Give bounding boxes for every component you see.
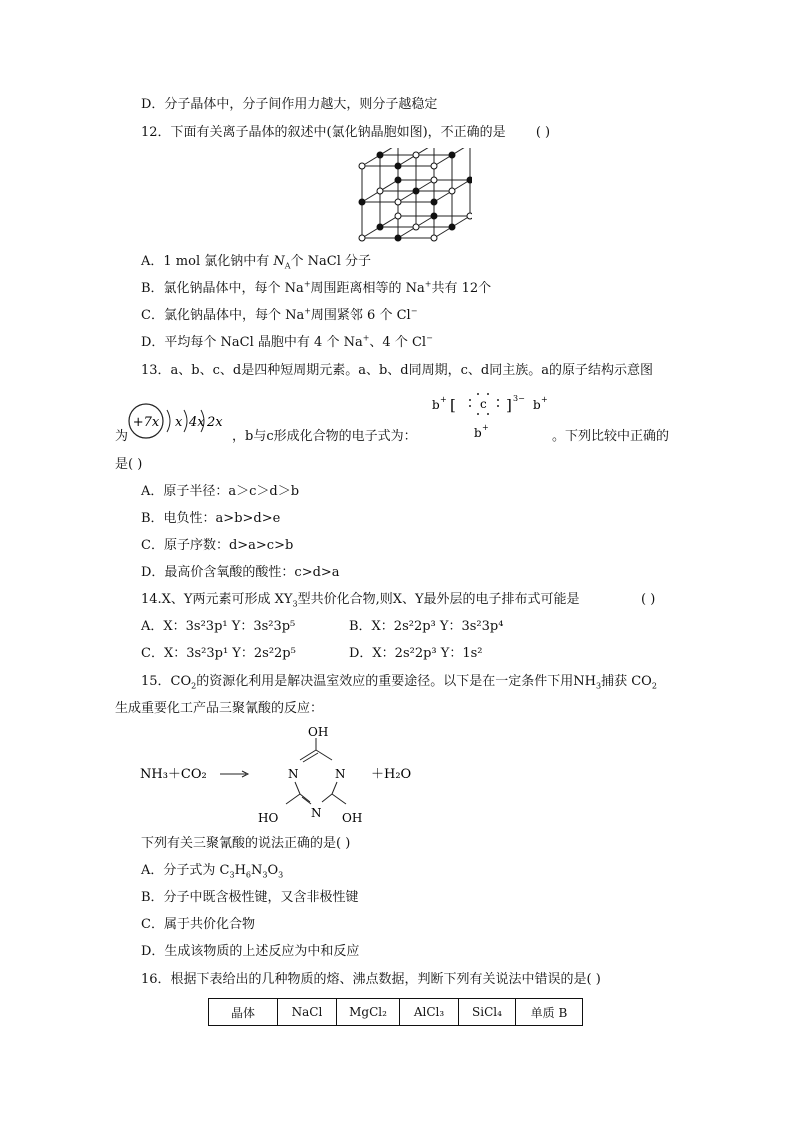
q15-a-s3: 3 (262, 870, 268, 880)
q15-a-s4: 3 (278, 870, 284, 880)
ef-cation-3-charge: + (482, 423, 489, 432)
q15-a-s1: 3 (229, 870, 235, 880)
shell-arc-2 (184, 410, 187, 432)
ion-dark (395, 163, 401, 169)
q12-option-a (141, 253, 371, 271)
ion-light (359, 235, 365, 241)
q15-stem-text: 15．CO (141, 674, 192, 689)
shell-3-electrons: 2x (207, 415, 223, 430)
q14-stem-text: 14.X、Y两元素可形成 XY (141, 592, 293, 607)
q13-stem: 13．a、b、c、d是四种短周期元素。a、b、d同周期，c、d同主族。a的原子结构示意图 (141, 363, 653, 378)
q14-stem-subscript: 3 (292, 599, 298, 609)
q12-d-charge-1: + (362, 333, 370, 343)
properties-table (208, 998, 583, 1026)
ef-cation-1-charge: + (440, 395, 447, 404)
q11-option-d: D．分子晶体中，分子间作用力越大，则分子越稳定 (141, 97, 438, 112)
q12-option-a-tail: 个 NaCl 分子 (290, 254, 372, 269)
q14-stem-tail: 型共价化合物,则X、Y最外层的电子排布式可能是 (297, 592, 580, 607)
q14-option-a: A．X：3s²3p¹ Y：3s²3p⁵ (141, 619, 296, 634)
q16-stem: 16．根据下表给出的几种物质的熔、沸点数据，判断下列有关说法中错误的是( ) (141, 972, 601, 987)
q13-option-c: C．原子序数：d>a>c>b (141, 538, 294, 553)
q15-question: 下列有关三聚氰酸的说法正确的是( ) (141, 836, 351, 851)
avogadro-subscript: A (284, 261, 291, 271)
ion-dark (395, 177, 401, 183)
ef-cation-2: b (533, 398, 541, 412)
ion-light (413, 152, 419, 158)
avogadro-symbol: N (273, 254, 285, 269)
oh-top: OH (308, 725, 329, 739)
q15-stem-mid: 的资源化利用是解决温室效应的重要途径。以下是在一定条件下用NH (196, 674, 596, 689)
ion-light (413, 224, 419, 230)
q15-stem-mid2: 捕获 CO (601, 674, 652, 689)
q15-a-n: N (251, 863, 263, 878)
q14-stem (141, 591, 580, 609)
table-header-row (209, 999, 583, 1026)
ion-light (395, 199, 401, 205)
table-header-cell: MgCl₂ (337, 999, 400, 1026)
ion-dark (449, 152, 455, 158)
table-header-cell: 单质 B (516, 999, 583, 1026)
ef-cation-1: b (432, 398, 440, 412)
q12-option-b-text: B．氯化钠晶体中，每个 Na (141, 281, 304, 296)
ion-dark (377, 152, 383, 158)
q15-option-a-text: A．分子式为 C (141, 863, 230, 878)
q15-line2: 生成重要化工产品三聚氰酸的反应： (115, 701, 324, 716)
ion-light (467, 213, 472, 219)
q14-option-b: B．X：2s²2p³ Y：3s²3p⁴ (349, 619, 504, 634)
ef-anion-symbol: c (480, 397, 487, 411)
n-bottom: N (311, 806, 322, 820)
ion-dark (377, 224, 383, 230)
q14-option-c: C．X：3s²3p¹ Y：2s²2p⁵ (141, 646, 296, 661)
q15-a-o: O (267, 863, 279, 878)
q12-stem (141, 124, 550, 142)
q12-option-b (141, 280, 491, 298)
ion-light (431, 177, 437, 183)
q12-b-charge-2: + (424, 279, 432, 289)
q12-option-a-text: A．1 mol 氯化钠中有 (141, 254, 274, 269)
q15-option-a (141, 862, 283, 880)
nacl-unit-cell-figure (352, 148, 472, 248)
electron-formula-diagram (430, 388, 560, 444)
q13-line2-prefix: 为 (115, 429, 129, 444)
q14-option-d: D．X：2s²2p³ Y：1s² (349, 646, 483, 661)
shell-1-electrons: x (175, 415, 183, 430)
ef-cation-2-charge: + (541, 395, 548, 404)
q15-a-h: H (234, 863, 246, 878)
atomic-structure-diagram (126, 401, 232, 441)
q13-option-b: B．电负性：a>b>d>e (141, 511, 281, 526)
q13-line2-mid: ，b与c形成化合物的电子式为： (232, 429, 417, 444)
q15-a-s2: 6 (245, 870, 251, 880)
oh-right: OH (342, 811, 363, 825)
q13-line3: 是( ) (115, 457, 143, 472)
shell-2-electrons: 4x (189, 415, 205, 430)
q12-option-d-text: D．平均每个 NaCl 晶胞中有 4 个 Na (141, 335, 363, 350)
ion-dark (431, 213, 437, 219)
ion-dark (467, 177, 472, 183)
q12-stem-text: 12．下面有关离子晶体的叙述中(氯化钠晶胞如图)，不正确的是 (141, 125, 506, 140)
reactants: NH₃＋CO₂ (140, 767, 207, 782)
q15-option-c: C．属于共价化合物 (141, 917, 255, 932)
ion-light (431, 163, 437, 169)
q12-answer-paren: ( ) (535, 125, 551, 140)
q12-c-charge-2: − (410, 306, 418, 316)
ho-left: HO (258, 811, 279, 825)
ef-anion-charge: 3− (513, 394, 525, 403)
n-right: N (335, 767, 346, 781)
table-header-cell: SiCl₄ (459, 999, 516, 1026)
q13-line2-tail: 。下列比较中正确的 (552, 429, 670, 444)
ion-dark (413, 188, 419, 194)
shell-arc-1 (167, 410, 170, 432)
ion-dark (431, 199, 437, 205)
reaction-arrow (220, 771, 248, 777)
ion-light (377, 188, 383, 194)
q13-option-a: A．原子半径：a＞c＞d＞b (141, 484, 300, 499)
table-header-cell: AlCl₃ (400, 999, 459, 1026)
q15-sub-2: 3 (595, 681, 602, 691)
ion-light (449, 188, 455, 194)
ion-light (431, 235, 437, 241)
ion-dark (359, 199, 365, 205)
ef-cation-3: b (474, 426, 482, 440)
nucleus-charge: +7x (132, 415, 160, 430)
q12-c-charge-1: + (304, 306, 311, 316)
q15-stem (141, 673, 657, 691)
ef-right-bracket: ] (506, 396, 512, 414)
q15-sub-1: 2 (191, 681, 197, 691)
table-header-cell: NaCl (278, 999, 337, 1026)
q12-option-d-mid: 、4 个 Cl (369, 335, 427, 350)
ion-light (395, 213, 401, 219)
q15-sub-3: 2 (651, 681, 657, 691)
n-left: N (288, 767, 299, 781)
q12-option-c (141, 307, 417, 325)
q12-option-b-tail: 共有 12个 (431, 281, 492, 296)
q12-option-d (141, 334, 433, 352)
ion-light (359, 163, 365, 169)
q12-d-charge-2: − (426, 333, 433, 343)
q12-option-c-text: C．氯化钠晶体中，每个 Na (141, 308, 305, 323)
q12-b-charge-1: + (303, 279, 311, 289)
products-water: ＋H₂O (371, 767, 412, 782)
q15-option-d: D．生成该物质的上述反应为中和反应 (141, 944, 360, 959)
q14-answer-paren: ( ) (641, 592, 656, 607)
q12-option-b-mid: 周围距离相等的 Na (310, 281, 425, 296)
ion-dark (449, 224, 455, 230)
q12-option-c-mid: 周围紧邻 6 个 Cl (310, 308, 411, 323)
table-header-cell: 晶体 (209, 999, 278, 1026)
reaction-equation-diagram (136, 722, 436, 830)
q13-option-d: D．最高价含氧酸的酸性：c>d>a (141, 565, 340, 580)
q15-option-b: B．分子中既含极性键，又含非极性键 (141, 890, 359, 905)
ion-dark (395, 235, 401, 241)
ef-left-bracket: [ (450, 396, 456, 414)
